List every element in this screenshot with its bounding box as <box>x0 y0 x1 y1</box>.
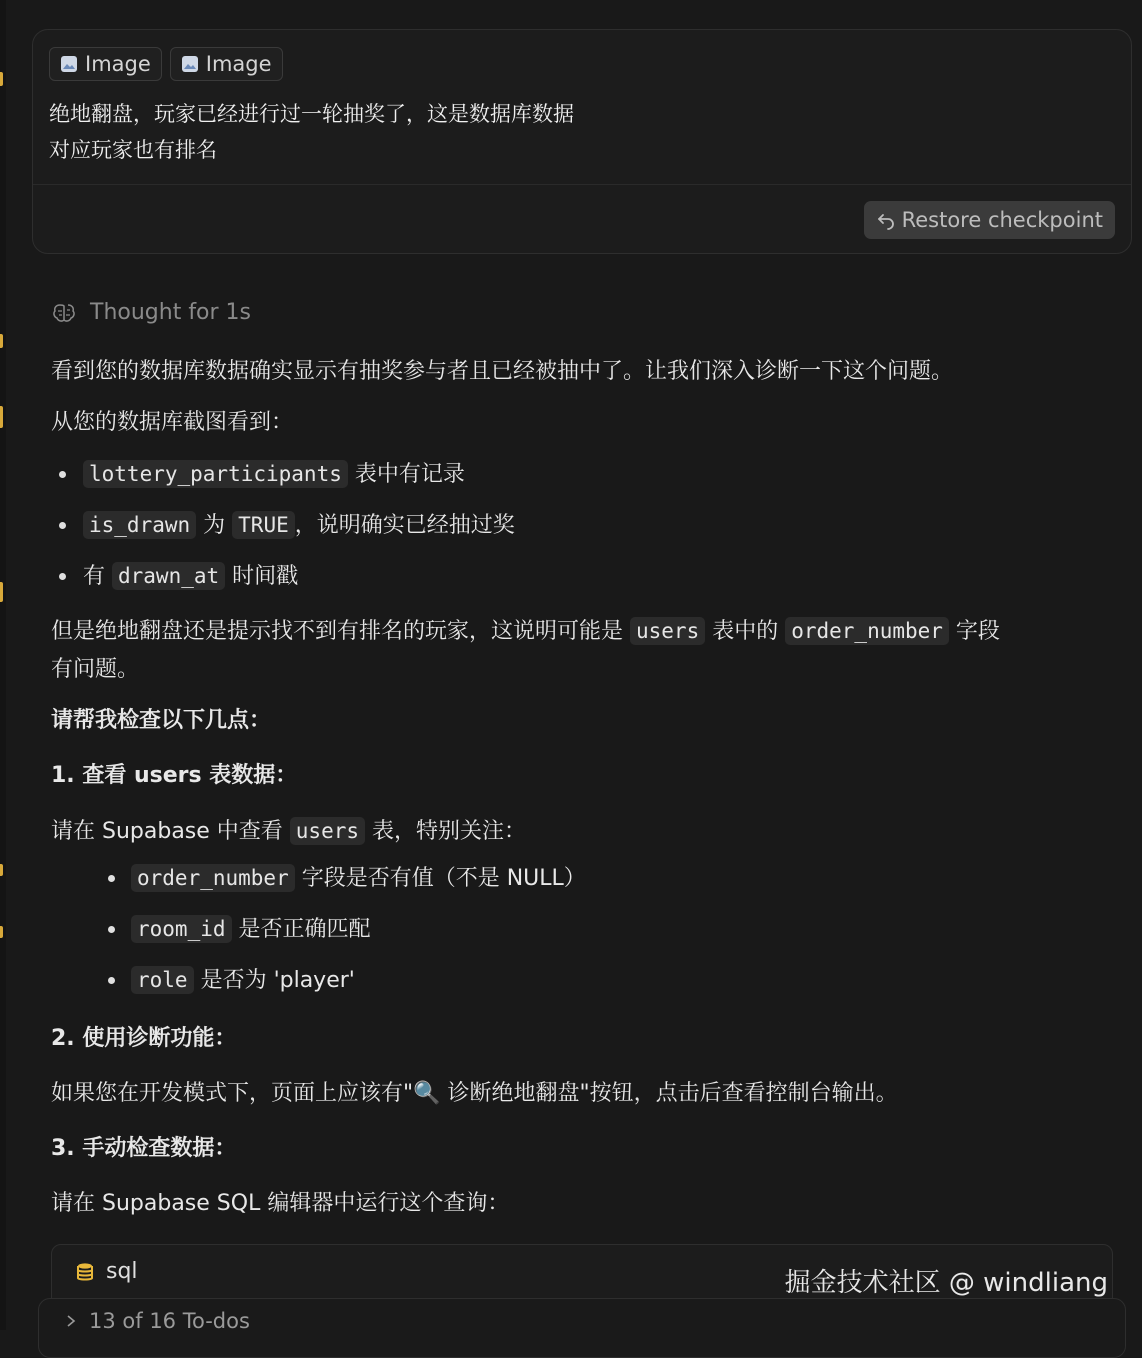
paragraph-text: 请在 Supabase 中查看 <box>51 819 290 844</box>
rail-marker <box>0 72 3 86</box>
list-item-text: 时间戳 <box>225 564 299 589</box>
image-icon <box>181 55 199 73</box>
undo-icon <box>876 210 896 230</box>
bullet-dot <box>59 573 66 580</box>
user-message-line: 对应玩家也有排名 <box>49 138 217 162</box>
inline-code: room_id <box>131 915 232 943</box>
bullet-dot <box>108 926 115 933</box>
reply-screenshot-note: 从您的数据库截图看到： <box>51 410 294 435</box>
image-attachment[interactable] <box>170 47 283 81</box>
image-icon <box>60 55 78 73</box>
list-item-text: 表中有记录 <box>347 462 465 487</box>
code-language-label: sql <box>106 1259 138 1284</box>
restore-checkpoint-button[interactable] <box>864 201 1115 239</box>
rail-marker <box>0 864 3 876</box>
rail-marker <box>0 406 3 428</box>
list-item <box>83 507 515 544</box>
paragraph-text: 但是绝地翻盘还是提示找不到有排名的玩家，这说明可能是 <box>51 619 630 644</box>
user-message-line: 绝地翻盘，玩家已经进行过一轮抽奖了，这是数据库数据 <box>49 102 574 126</box>
inline-code: users <box>630 617 705 645</box>
list-item-text: 为 <box>196 513 233 538</box>
thought-indicator[interactable] <box>52 300 251 325</box>
list-item <box>131 860 586 897</box>
paragraph-text: 表中的 <box>705 619 786 644</box>
inline-code: lottery_participants <box>83 460 348 488</box>
list-item-text: 是否为 'player' <box>193 968 355 993</box>
rail-marker <box>0 926 3 938</box>
image-attachment[interactable] <box>49 47 162 81</box>
user-message-card <box>32 29 1132 254</box>
inline-code: users <box>290 817 365 845</box>
watermark: 掘金技术社区 @ windliang <box>784 1268 1108 1298</box>
inline-code: order_number <box>131 864 295 892</box>
inline-code: is_drawn <box>83 511 196 539</box>
thought-label: Thought for 1s <box>90 300 252 325</box>
list-item-text: ，说明确实已经抽过奖 <box>294 513 515 538</box>
section-text: 如果您在开发模式下，页面上应该有"🔍 诊断绝地翻盘"按钮，点击后查看控制台输出。 <box>51 1081 898 1106</box>
user-message-text <box>49 96 574 168</box>
list-item <box>131 911 371 948</box>
section-text: 请在 Supabase SQL 编辑器中运行这个查询： <box>51 1191 510 1216</box>
inline-code: role <box>131 966 194 994</box>
rail-marker <box>0 582 3 602</box>
left-rail <box>0 0 6 1330</box>
bullet-dot <box>59 522 66 529</box>
section-text <box>51 813 526 850</box>
reply-paragraph-continued: 有问题。 <box>51 657 140 682</box>
list-item <box>131 962 355 999</box>
paragraph-text: 表，特别关注： <box>365 819 526 844</box>
reply-paragraph <box>51 613 1000 650</box>
todo-bar[interactable] <box>38 1298 1126 1358</box>
attachment-row <box>49 47 283 81</box>
code-block-header <box>76 1259 138 1284</box>
list-item-text: 是否正确匹配 <box>231 917 371 942</box>
todo-toggle[interactable] <box>65 1309 250 1333</box>
list-item <box>83 456 465 493</box>
bullet-dot <box>59 471 66 478</box>
bullet-dot <box>108 875 115 882</box>
chevron-right-icon <box>65 1314 77 1328</box>
section-heading: 3. 手动检查数据： <box>51 1136 237 1161</box>
inline-code: TRUE <box>232 511 295 539</box>
list-item-text: 字段是否有值（不是 NULL） <box>294 866 586 891</box>
check-title: 请帮我检查以下几点： <box>51 708 272 733</box>
todo-label: 13 of 16 To-dos <box>89 1309 250 1333</box>
attachment-label: Image <box>205 52 272 76</box>
reply-intro: 看到您的数据库数据确实显示有抽奖参与者且已经被抽中了。让我们深入诊断一下这个问题。 <box>51 359 954 384</box>
brain-icon <box>52 302 78 324</box>
restore-checkpoint-label: Restore checkpoint <box>901 208 1103 232</box>
paragraph-text: 字段 <box>948 619 1000 644</box>
inline-code: drawn_at <box>112 562 225 590</box>
rail-marker <box>0 334 3 348</box>
section-heading: 2. 使用诊断功能： <box>51 1026 237 1051</box>
list-item <box>83 558 298 595</box>
database-icon <box>76 1262 94 1282</box>
bullet-dot <box>108 977 115 984</box>
attachment-label: Image <box>85 52 151 76</box>
section-heading: 1. 查看 users 表数据： <box>51 763 298 788</box>
card-divider <box>33 184 1131 185</box>
inline-code: order_number <box>785 617 949 645</box>
list-item-text: 有 <box>83 564 112 589</box>
